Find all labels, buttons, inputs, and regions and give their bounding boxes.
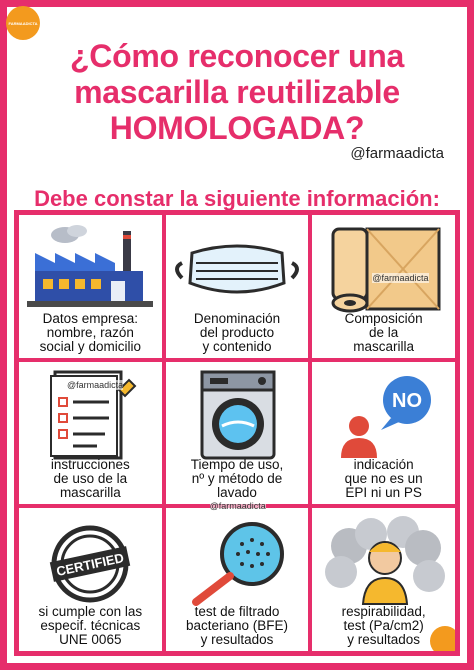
poster-title [0, 38, 474, 146]
watermark: @farmaadicta [67, 379, 124, 390]
grid-label-composition: Composición de la mascarilla [344, 310, 423, 354]
grid-label-usage-time: Tiempo de uso, nº y método de lavado [190, 457, 284, 501]
grid-label-not-epi: indicación que no es un EPI ni un PS [344, 457, 423, 501]
info-grid [14, 210, 460, 656]
grid-label-bfe-test: test de filtrado bacteriano (BFE) y resultados [185, 604, 289, 647]
title-line-1: ¿Cómo reconocer una [70, 38, 404, 74]
grid-label-company-data: Datos empresa: nombre, razón social y domicilio [39, 310, 141, 354]
grid-label-une-spec: si cumple con las especif. técnicas UNE 0065 [38, 604, 143, 647]
grid-cell-instructions [17, 360, 164, 507]
grid-cell-breathability [310, 506, 457, 653]
smoke-person-icon [319, 516, 449, 606]
grid-label-instructions: instrucciones de uso de la mascarilla [50, 457, 130, 501]
grid-cell-company-data [17, 213, 164, 360]
grid-cell-usage-time [164, 360, 311, 507]
title-line-2: mascarilla reutilizable [74, 74, 400, 110]
grid-cell-bfe-test [164, 501, 311, 653]
grid-cell-composition [310, 213, 457, 360]
watermark: @farmaadicta [209, 501, 266, 512]
stamp-text: CERTIFIED [55, 550, 126, 580]
grid-cell-une-spec [17, 506, 164, 653]
washing-machine-icon [172, 370, 302, 460]
watermark: @farmaadicta [372, 273, 429, 283]
grid-cell-not-epi [310, 360, 457, 507]
grid-label-breathability: respirabilidad, test (Pa/cm2) y resultados [341, 604, 426, 647]
title-line-3: HOMOLOGADA? [109, 110, 365, 146]
no-bubble-icon [319, 370, 449, 460]
brand-logo-text: FARMAADICTA [8, 20, 38, 26]
brand-logo [6, 6, 40, 40]
mask-icon [172, 223, 302, 313]
certified-stamp-icon [25, 516, 155, 606]
factory-icon [25, 223, 155, 313]
fabric-roll-icon [319, 223, 449, 313]
section-subtitle: Debe constar la siguiente información: [34, 186, 440, 211]
filter-icon [172, 516, 302, 606]
author-handle: @farmaadicta [350, 145, 444, 162]
grid-label-product-name: Denominación del producto y contenido [193, 310, 281, 354]
no-bubble-text: NO [391, 389, 422, 412]
grid-cell-product-name [164, 213, 311, 360]
